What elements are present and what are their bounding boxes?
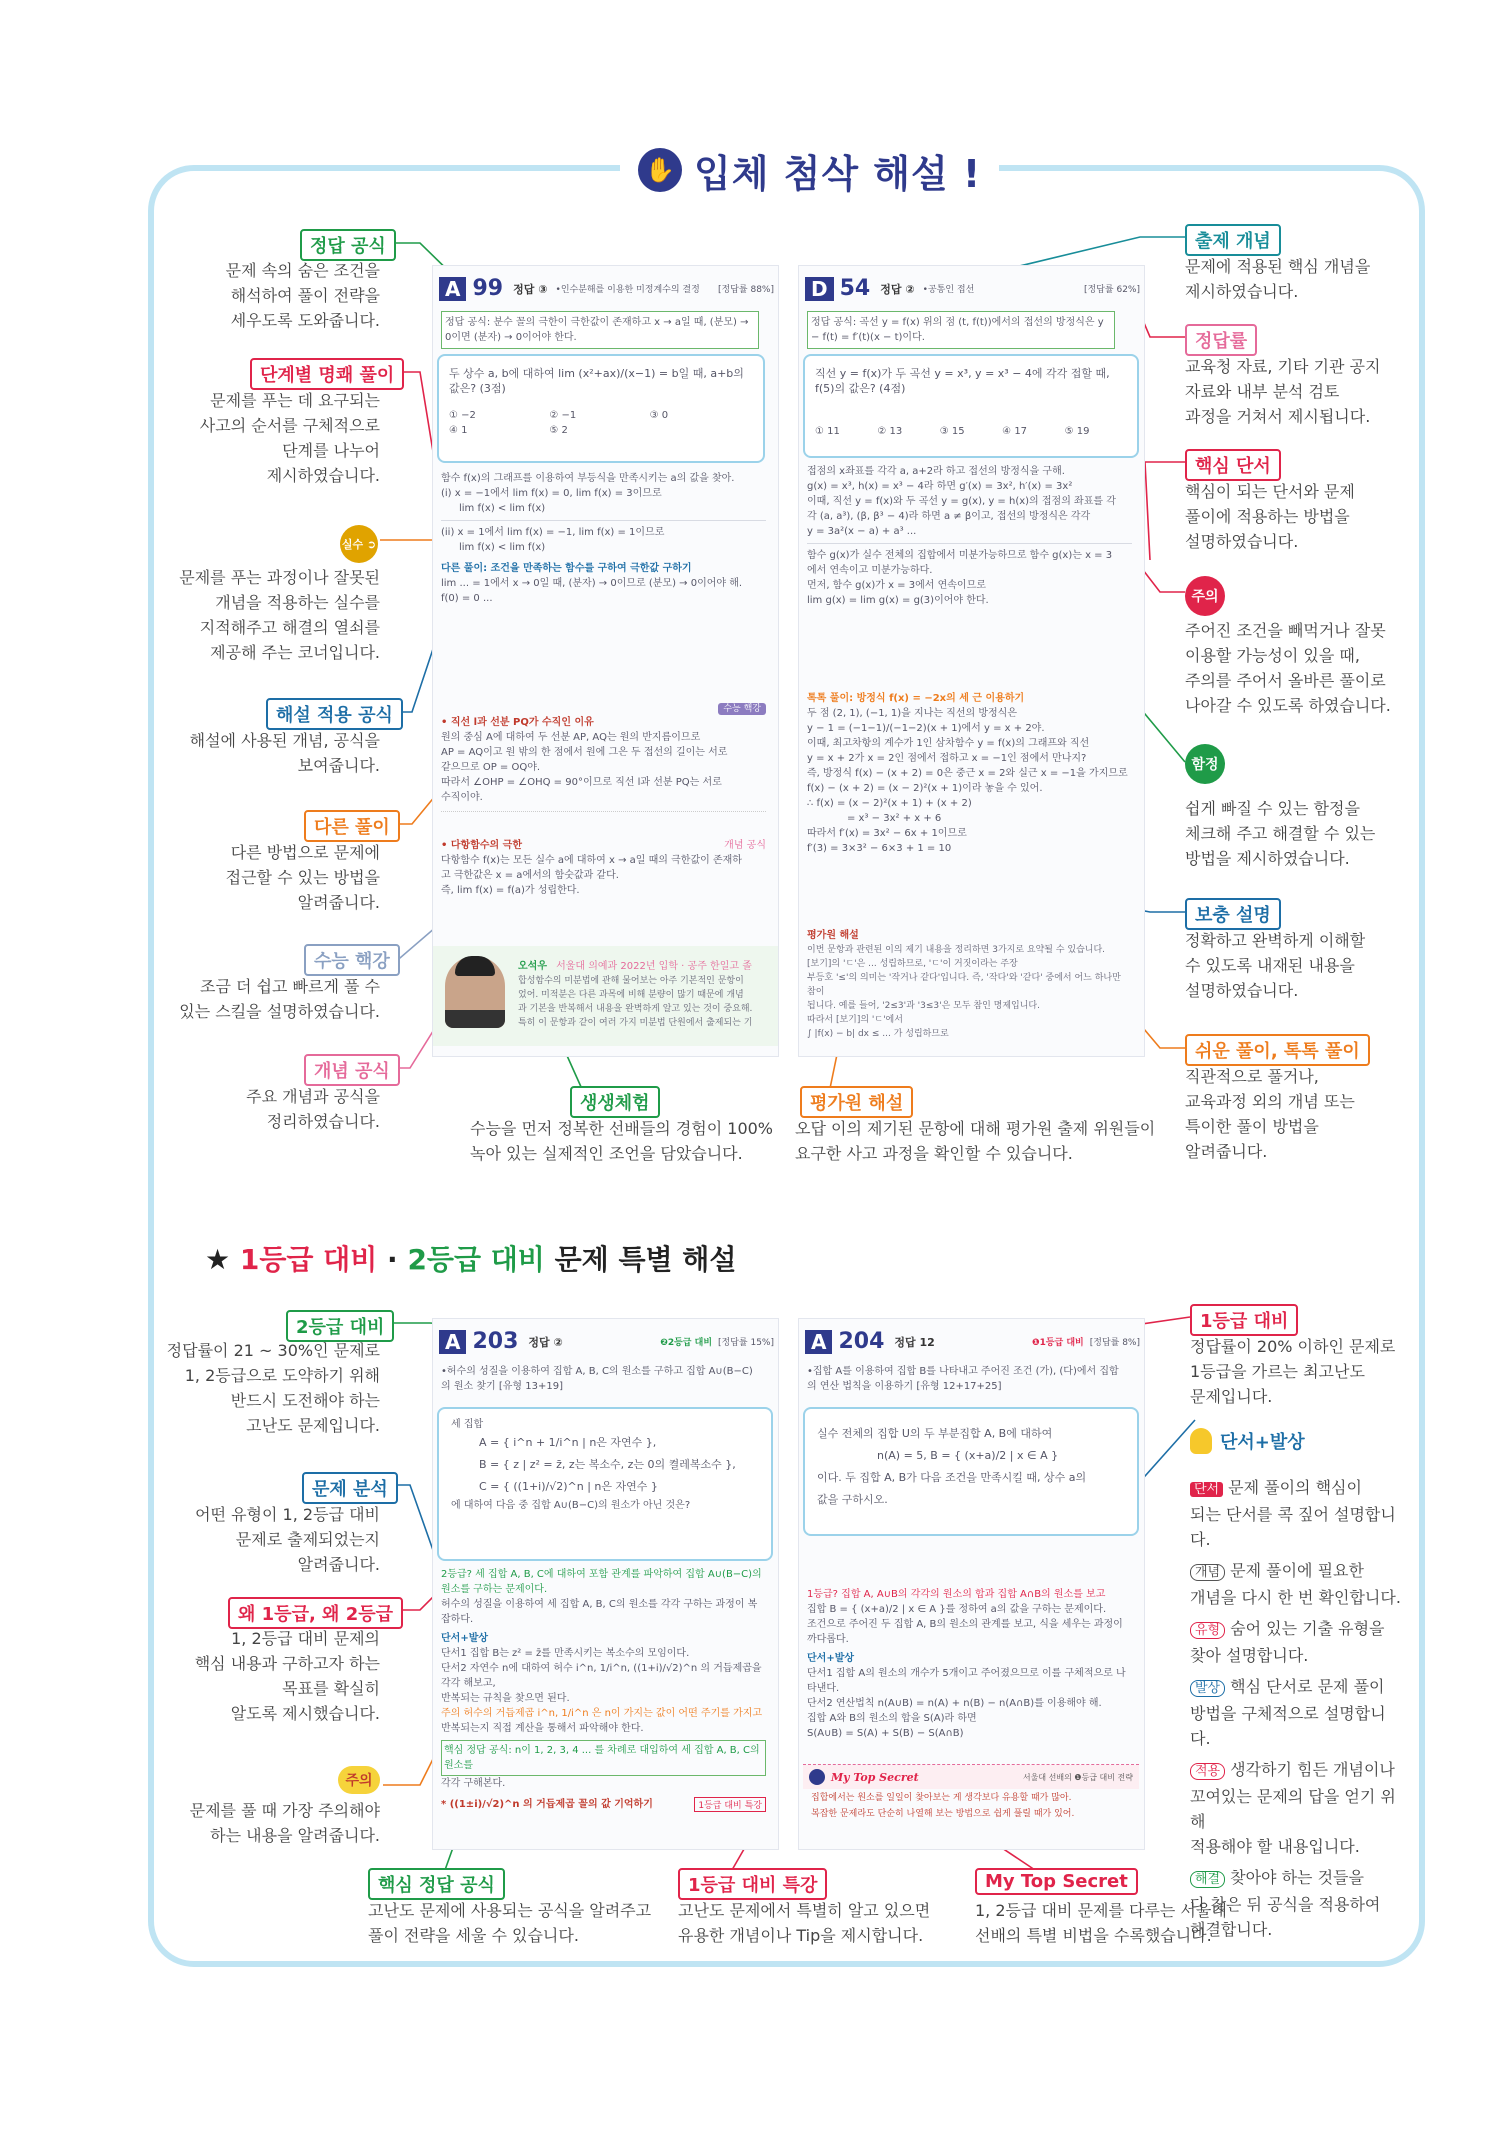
question-line: 이다. 두 집합 A, B가 다음 조건을 만족시킬 때, 상수 a의: [817, 1471, 1087, 1484]
solution-line: 각 (a, a³), (β, β³ − 4)라 하면 a ≠ β이고, 접선의 방정식은 각각: [807, 511, 1091, 522]
danseo-title: 단서+발상: [1220, 1432, 1305, 1453]
kice-title: 평가원 해설: [807, 930, 859, 941]
box-line: 수직이야.: [441, 792, 483, 803]
desc-problem-analysis: 어떤 유형이 1, 2등급 대비 문제로 출제되었는지 알려줍니다.: [195, 1505, 380, 1574]
kice-line: ∫ |f(x) − b| dx ≤ ... 가 성립하므로: [807, 1029, 949, 1039]
key-formula: 정답 공식: 분수 꼴의 극한이 극한값이 존재하고 x → a일 때, (분모) → 0이면 (분자) → 0이어야 한다.: [441, 311, 759, 349]
student-school: 서울대 의예과 2022년 입학 · 공주 한일고 졸: [556, 961, 752, 972]
desc-other-solution: 다른 방법으로 문제에 접근할 수 있는 방법을 알려줍니다.: [225, 843, 380, 912]
danseo-item: [1190, 1674, 1405, 1751]
question-box: [803, 354, 1139, 458]
danseo-text: 문제 풀이의 핵심이 되는 단서를 콕 짚어 설명합니다.: [1190, 1478, 1396, 1549]
toktok-line: y − 1 = (−1−1)/(−1−2)(x + 1)에서 y = x + 2야.: [807, 723, 1045, 734]
section-tag-a: A: [805, 1330, 832, 1354]
label-suneung-core: 수능 핵강: [304, 944, 400, 976]
desc-why-grade: 1, 2등급 대비 문제의 핵심 내용과 구하고자 하는 목표를 확실히 알도록 제시했습니다.: [194, 1629, 380, 1723]
label-problem-analysis: 문제 분석: [302, 1472, 398, 1504]
tag-solve: 해결: [1190, 1871, 1225, 1888]
label-concept: 출제 개념: [1185, 224, 1281, 256]
solution-line: 허수의 성질을 이용하여 세 집합 A, B, C의 원소를 각각 구하는 과정이 복잡하다.: [441, 1599, 758, 1625]
toktok-line: ∴ f(x) = (x − 2)²(x + 1) + (x + 2): [807, 798, 972, 809]
label-key-clue: 핵심 단서: [1185, 449, 1281, 481]
solution-line: lim ... = 1에서 x → 0일 때, (분자) → 0이므로 (분모) → 0이어야 해.: [441, 578, 743, 589]
suneung-core-box: [441, 696, 766, 812]
concept: •집합 A를 이용하여 집합 B를 나타내고 주어진 조건 (가), (다)에서 집합의 연산 법칙을 이용하기 [유형 12+17+25]: [807, 1366, 1119, 1392]
question-line: C = { ((1+i)/√2)^n | n은 자연수 }: [479, 1480, 658, 1493]
danseo-item: [1190, 1475, 1405, 1552]
concept-line: 다항함수 f(x)는 모든 실수 a에 대하여 x → a일 때의 극한값이 존재하: [441, 855, 742, 866]
desc-step-solution: 문제를 푸는 데 요구되는 사고의 순서를 구체적으로 단계를 나누어 제시하였습니다.: [199, 391, 380, 485]
desc-caution: 주어진 조건을 빼먹거나 잘못 이용할 가능성이 있을 때, 주의를 주어서 올바른 풀이로 나아갈 수 있도록 하였습니다.: [1185, 621, 1391, 715]
hand-icon: ✋: [638, 148, 682, 192]
question-line: 에 대하여 다음 중 집합 A∪(B−C)의 원소가 아닌 것은?: [451, 1500, 691, 1511]
person-icon: [809, 1769, 825, 1785]
solution-line: (ii) x = 1에서 lim f(x) = −1, lim f(x) = 1이므로: [441, 527, 665, 538]
answer: 정답 ②: [880, 282, 915, 296]
question-line: 실수 전체의 집합 U의 두 부분집합 A, B에 대하여: [817, 1427, 1053, 1440]
kice-box: [807, 928, 1132, 1041]
secret-line: 집합에서는 원소를 일일이 찾아보는 게 생각보다 유용할 때가 많아.: [811, 1793, 1072, 1803]
question-box: [803, 1407, 1139, 1536]
lightbulb-icon: [1190, 1428, 1212, 1454]
danseo-item: [1190, 1558, 1405, 1610]
question-text: 두 상수 a, b에 대하여 lim (x²+ax)/(x−1) = b일 때, a+b의 값은? (3점): [449, 367, 744, 395]
section-tag-a: A: [439, 277, 466, 301]
student-line: 었어. 미적분은 다른 과목에 비해 분량이 많기 때문에 개념: [518, 990, 744, 1000]
choice-5[interactable]: ⑤ 2: [549, 425, 568, 436]
question-line: A = { i^n + 1/i^n | n은 자연수 },: [479, 1436, 657, 1449]
star-icon: ★: [205, 1243, 231, 1276]
solution-line: lim f(x) < lim f(x): [459, 542, 546, 553]
solution-line: 주의 허수의 거듭제곱 i^n, 1/i^n 은 n이 가지는 값이 어떤 주기를 가지고: [441, 1708, 763, 1719]
solution-line: S(A∪B) = S(A) + S(B) − S(A∩B): [807, 1728, 964, 1739]
solution-line: lim g(x) = lim g(x) = g(3)이어야 한다.: [807, 595, 989, 606]
solution-line: 단서1 집합 B는 z² = z̄를 만족시키는 복소수의 모임이다.: [441, 1648, 690, 1659]
label-step-solution: 단계별 명쾌 풀이: [250, 358, 404, 390]
solution-line: 집합 A와 B의 원소의 합을 S(A)라 하면: [807, 1713, 977, 1724]
question-box: [437, 1407, 773, 1561]
solution-lines: [807, 464, 1132, 608]
solution-line: 조건으로 주어진 두 집합 A, B의 원소의 관계를 보고, 식을 세우는 과정이 까다롭다.: [807, 1619, 1123, 1645]
desc-grade1-prep: 정답률이 20% 이하인 문제로 1등급을 가르는 최고난도 문제입니다.: [1190, 1337, 1396, 1406]
choice-4[interactable]: ④ 1: [449, 425, 468, 436]
desc-grade1-special: 고난도 문제에서 특별히 알고 있으면 유용한 개념이나 Tip을 제시합니다.: [678, 1901, 931, 1945]
tag-type: 유형: [1190, 1622, 1225, 1639]
student-photo: [445, 956, 505, 1028]
label-real-experience: 생생체험: [570, 1086, 660, 1118]
label-why-grade: 왜 1등급, 왜 2등급: [228, 1597, 403, 1629]
label-applied-formula: 해설 적용 공식: [266, 698, 403, 730]
solution-line: g(x) = x³, h(x) = x³ − 4라 하면 g′(x) = 3x², h′(x) = 3x²: [807, 481, 1073, 492]
secret-line: 복잡한 문제라도 단순히 나열해 보는 방법으로 쉽게 풀릴 때가 있어.: [811, 1809, 1075, 1819]
box-line: 원의 중심 A에 대하여 두 선분 AP, AQ는 원의 반지름이므로: [441, 732, 701, 743]
solution-line: lim f(x) < lim f(x): [459, 503, 546, 514]
desc-trap: 쉽게 빠질 수 있는 함정을 체크해 주고 해결할 수 있는 방법을 제시하였습니다.: [1185, 799, 1376, 868]
choice-4[interactable]: ④ 17: [1002, 426, 1028, 437]
label-my-top-secret: My Top Secret: [975, 1868, 1138, 1895]
label-answer-formula: 정답 공식: [300, 229, 396, 261]
desc-answer-formula: 문제 속의 숨은 조건을 해석하여 풀이 전략을 세우도록 도와줍니다.: [225, 261, 380, 330]
student-line: 과 기본을 반복해서 내용을 완벽하게 알고 있는 것이 중요해.: [518, 1004, 753, 1014]
concept: •공통인 접선: [922, 285, 975, 295]
concept: •인수분해를 이용한 미정계수의 결정: [555, 285, 700, 295]
desc-applied-formula: 해설에 사용된 개념, 공식을 보여줍니다.: [189, 731, 380, 775]
kice-line: [보기]의 'ㄷ'은 ... 성립하므로, 'ㄷ'이 거짓이라는 주장: [807, 959, 1018, 969]
toktok-line: 따라서 f′(x) = 3x² − 6x + 1이므로: [807, 828, 967, 839]
solution-line: 먼저, 함수 g(x)가 x = 3에서 연속이므로: [807, 580, 986, 591]
desc-accuracy-rate: 교육청 자료, 기타 기관 공지 자료와 내부 분석 검토 과정을 거쳐서 제시됩니다.: [1185, 357, 1381, 426]
solution-line: 반복되는 규칙을 찾으면 된다.: [441, 1693, 570, 1704]
toktok-line: 두 점 (2, 1), (−1, 1)을 지나는 직선의 방정식은: [807, 708, 1017, 719]
solution-line: (i) x = −1에서 lim f(x) = 0, lim f(x) = 3이므로: [441, 488, 662, 499]
panel-a99: [432, 265, 779, 1057]
solution-line: f(0) = 0 ...: [441, 593, 493, 604]
concept-line: 즉, lim f(x) = f(a)가 성립한다.: [441, 885, 580, 896]
solution-line: 다른 풀이: 조건을 만족하는 함수를 구하여 극한값 구하기: [441, 563, 692, 574]
student-box: [433, 946, 778, 1046]
solution-line: 단서+발상: [807, 1653, 855, 1664]
question-line: n(A) = 5, B = { (x+a)/2 | x ∈ A }: [877, 1449, 1059, 1462]
concept: •허수의 성질을 이용하여 집합 A, B, C의 원소를 구하고 집합 A∪(B−C)의 원소 찾기 [유형 13+19]: [441, 1366, 753, 1392]
answer: 정답 ②: [528, 1335, 563, 1349]
question-line: 값을 구하시오.: [817, 1493, 888, 1506]
label-accuracy-rate: 정답률: [1185, 324, 1257, 356]
solution-line: 이때, 직선 y = f(x)와 두 곡선 y = g(x), y = h(x)의 접점의 좌표를 각: [807, 496, 1116, 507]
label-concept-formula: 개념 공식: [304, 1054, 400, 1086]
danseo-item: [1190, 1757, 1405, 1859]
danseo-text: 생각하기 힘든 개념이나 꼬여있는 문제의 답을 얻기 위해 적용해야 할 내용입니다.: [1190, 1760, 1396, 1856]
grade-badge: ❶1등급 대비: [1031, 1338, 1084, 1348]
desc-my-top-secret: 1, 2등급 대비 문제를 다루는 서울대 선배의 특별 비법을 수록했습니다.: [975, 1901, 1227, 1945]
title-dot: ·: [377, 1243, 408, 1276]
danseo-text: 찾아야 하는 것들을 다 찾은 뒤 공식을 적용하여 해결합니다.: [1190, 1868, 1381, 1939]
desc-easy-solution: 직관적으로 풀거나, 교육과정 외의 개념 또는 특이한 풀이 방법을 알려줍니다.: [1185, 1067, 1355, 1161]
solution-line: 함수 g(x)가 실수 전체의 집합에서 미분가능하므로 함수 g(x)는 x = 3: [807, 550, 1113, 561]
tag-concept: 개념: [1190, 1564, 1225, 1581]
solution-line: 단서+발상: [441, 1633, 489, 1644]
key-formula: 정답 공식: 곡선 y = f(x) 위의 점 (t, f(t))에서의 접선의 방정식은 y − f(t) = f′(t)(x − t)이다.: [807, 311, 1115, 349]
mistake-badge: 실수 ➲: [340, 525, 378, 563]
desc-kice-explanation: 오답 이의 제기된 문항에 대해 평가원 출제 위원들이 요구한 사고 과정을 확인할 수 있습니다.: [795, 1119, 1156, 1163]
title-text: 입체 첨삭 해설 !: [694, 151, 982, 196]
toktok-box: [807, 691, 1132, 856]
solution-lines: [807, 1587, 1132, 1741]
problem-number: 54: [839, 276, 871, 301]
caution-badge-2: 주의: [338, 1766, 380, 1794]
solution-line: y = 3a²(x − a) + a³ ...: [807, 526, 917, 537]
choice-2[interactable]: ② −1: [549, 410, 577, 421]
why-grade: 2등급? 세 집합 A, B, C에 대하여 포함 관계를 파악하여 집합 A∪(B−C)의 원소를 구하는 문제이다.: [441, 1569, 762, 1595]
toktok-line: f(x) − (x + 2) = (x − 2)²(x + 1)이라 놓을 수 있어.: [807, 783, 1043, 794]
title-rest: 문제 특별 해설: [544, 1243, 737, 1276]
label-grade1-prep: 1등급 대비: [1190, 1304, 1298, 1336]
solution-line: 핵심 정답 공식: n이 1, 2, 3, 4 ... 를 차례로 대입하여 세 집합 A, B, C의 원소를: [441, 1740, 766, 1776]
question-text: 직선 y = f(x)가 두 곡선 y = x³, y = x³ − 4에 각각 접할 때, f(5)의 값은? (4점): [815, 367, 1110, 395]
label-grade2-prep: 2등급 대비: [286, 1310, 394, 1342]
student-line: 합성함수의 미분법에 관해 물어보는 아주 기본적인 문항이: [518, 976, 744, 986]
toktok-line: y = x + 2가 x = 2인 점에서 접하고 x = −1인 점에서 만나지?: [807, 753, 1087, 764]
desc-extra-explanation: 정확하고 완벽하게 이해할 수 있도록 내재된 내용을 설명하였습니다.: [1185, 931, 1366, 1000]
desc-key-clue: 핵심이 되는 단서와 문제 풀이에 적용하는 방법을 설명하였습니다.: [1185, 482, 1355, 551]
toktok-line: 즉, 방정식 f(x) − (x + 2) = 0은 중근 x = 2와 실근 x = −1을 가지므로: [807, 768, 1128, 779]
student-name: 오석우: [518, 961, 547, 972]
danseo-text: 숨어 있는 기출 유형을 찾아 설명합니다.: [1190, 1619, 1385, 1665]
choice-1[interactable]: ① −2: [449, 410, 476, 421]
student-line: 특히 이 문항과 같이 여러 가지 미분법 단원에서 출제되는 기: [518, 1018, 753, 1028]
answer: 정답 12: [894, 1335, 935, 1349]
solution-line: 접점의 x좌표를 각각 a, a+2라 하고 접선의 방정식을 구해.: [807, 466, 1065, 477]
question-line: 세 집합: [451, 1419, 484, 1430]
label-extra-explanation: 보충 설명: [1185, 898, 1281, 930]
solution-line: 함수 f(x)의 그래프를 이용하여 부등식을 만족시키는 a의 값을 찾아.: [441, 473, 735, 484]
solution-line: 집합 B = { (x+a)/2 | x ∈ A }를 정하여 a의 값을 구하는 문제이다.: [807, 1604, 1107, 1615]
label-key-answer-formula: 핵심 정답 공식: [368, 1868, 505, 1900]
secret-title: My Top Secret: [831, 1770, 919, 1784]
desc-real-experience: 수능을 먼저 정복한 선배들의 경험이 100% 녹아 있는 실제적인 조언을 담았습니다.: [470, 1119, 774, 1163]
solution-line: * ((1±i)/√2)^n 의 거듭제곱 꼴의 값 기억하기: [441, 1799, 653, 1810]
choice-2[interactable]: ② 13: [877, 426, 903, 437]
secret-subtitle: 서울대 선배의 ❶등급 대비 전략: [1022, 1772, 1133, 1782]
danseo-item: [1190, 1616, 1405, 1668]
title-grade1: 1등급 대비: [239, 1243, 378, 1276]
rate: [정답률 15%]: [718, 1338, 774, 1348]
box-line: AP = AQ이고 원 밖의 한 점에서 원에 그은 두 접선의 길이는 서로: [441, 747, 728, 758]
danseo-text: 문제 풀이에 필요한 개념을 다시 한 번 확인합니다.: [1190, 1561, 1401, 1607]
panel-d54: [798, 265, 1145, 1057]
question-line: B = { z | z² = z̄, z는 복소수, z는 0의 켤레복소수 },: [479, 1458, 736, 1471]
problem-number: 99: [472, 276, 504, 301]
solution-lines: [441, 471, 766, 606]
label-grade1-special: 1등급 대비 특강: [678, 1868, 827, 1900]
choice-1[interactable]: ① 11: [815, 426, 840, 437]
rate: [정답률 8%]: [1089, 1338, 1140, 1348]
kice-line: 따라서 [보기]의 'ㄷ'에서: [807, 1015, 903, 1025]
title-grade2: 2등급 대비: [407, 1243, 545, 1276]
caution-badge: 주의: [1185, 576, 1225, 616]
solution-lines: [441, 1567, 766, 1812]
section-tag-a: A: [439, 1330, 466, 1354]
solution-line: 단서2 연산법칙 n(A∪B) = n(A) + n(B) − n(A∩B)를 이용해야 해.: [807, 1698, 1102, 1709]
solution-line: 반복되는지 직접 계산을 통해서 파악해야 한다.: [441, 1723, 644, 1734]
problem-number: 203: [472, 1329, 519, 1354]
toktok-line: = x³ − 3x² + x + 6: [847, 813, 942, 824]
box-line: 같으므로 OP = OQ야.: [441, 762, 541, 773]
danseo-header: [1190, 1428, 1305, 1454]
solution-line: 각각 구해본다.: [441, 1778, 506, 1789]
danseo-text: 핵심 단서로 문제 풀이 방법을 구체적으로 설명합니다.: [1190, 1677, 1386, 1748]
section2-title: [205, 1238, 736, 1278]
concept-box-tag: 개념 공식: [724, 840, 766, 851]
label-easy-solution: 쉬운 풀이, 톡톡 풀이: [1185, 1034, 1370, 1066]
special-lecture-tag: 1등급 대비 특강: [694, 1797, 766, 1812]
box-line: 따라서 ∠OHP = ∠OHQ = 90°이므로 직선 l과 선분 PQ는 서로: [441, 777, 722, 788]
problem-number: 204: [838, 1329, 885, 1354]
tag-apply: 적용: [1190, 1763, 1225, 1780]
desc-suneung-core: 조금 더 쉽고 빠르게 풀 수 있는 스킬을 설명하였습니다.: [179, 977, 380, 1021]
desc-concept-formula: 주요 개념과 공식을 정리하였습니다.: [246, 1087, 380, 1131]
choice-5[interactable]: ⑤ 19: [1064, 426, 1090, 437]
toktok-line: 이때, 최고차항의 계수가 1인 삼차함수 y = f(x)의 그래프와 직선: [807, 738, 1090, 749]
panel-a203: [432, 1318, 779, 1850]
rate: [정답률 88%]: [718, 285, 774, 295]
trap-badge: 함정: [1185, 744, 1225, 784]
desc-grade2-prep: 정답률이 21 ~ 30%인 문제로 1, 2등급으로 도약하기 위해 반드시 도전해야 하는 고난도 문제입니다.: [166, 1341, 380, 1435]
toktok-title: 톡톡 풀이: 방정식 f(x) = −2x의 세 근 이용하기: [807, 693, 1025, 704]
answer: 정답 ③: [513, 282, 548, 296]
desc-mistake: 문제를 푸는 과정이나 잘못된 개념을 적용하는 실수를 지적해주고 해결의 열쇠를 제공해 주는 코너입니다.: [179, 568, 380, 662]
box-line: • 직선 l과 선분 PQ가 수직인 이유: [441, 717, 594, 728]
tag-idea: 발상: [1190, 1680, 1225, 1697]
kice-line: 이번 문항과 관련된 이의 제기 내용을 정리하면 3가지로 요약될 수 있습니다.: [807, 945, 1106, 955]
toktok-line: f′(3) = 3×3² − 6×3 + 1 = 10: [807, 843, 952, 854]
question-box: [437, 354, 765, 463]
suneung-tag: 수능 핵강: [718, 703, 766, 715]
section-tag-d: D: [805, 277, 834, 301]
rate: [정답률 62%]: [1084, 285, 1140, 295]
solution-line: 에서 연속이고 미분가능하다.: [807, 565, 933, 576]
top-secret-box: [803, 1764, 1139, 1837]
concept-line: 고 극한값은 x = a에서의 함숫값과 같다.: [441, 870, 619, 881]
choice-3[interactable]: ③ 15: [939, 426, 965, 437]
kice-line: 부등호 '≤'의 의미는 '작거나 같다'입니다. 즉, '작다'와 '같다' 중에서 어느 하나만 참이: [807, 973, 1121, 997]
desc-concept: 문제에 적용된 핵심 개념을 제시하였습니다.: [1185, 257, 1371, 301]
choice-3[interactable]: ③ 0: [649, 410, 669, 421]
desc-key-answer-formula: 고난도 문제에 사용되는 공식을 알려주고 풀이 전략을 세울 수 있습니다.: [368, 1901, 652, 1945]
label-other-solution: 다른 풀이: [304, 810, 400, 842]
tag-clue: 단서: [1190, 1482, 1223, 1497]
panel-a204: [798, 1318, 1145, 1850]
why-grade: 1등급? 집합 A, A∪B의 각각의 원소의 합과 집합 A∩B의 원소를 보고: [807, 1589, 1106, 1600]
solution-line: 단서1 집합 A의 원소의 개수가 5개이고 주어졌으므로 이를 구체적으로 나타낸다.: [807, 1668, 1126, 1694]
solution-line: 단서2 자연수 n에 대하여 허수 i^n, 1/i^n, ((1+i)/√2)^n 의 거듭제곱을 각각 해보고,: [441, 1663, 762, 1689]
desc-caution-2: 문제를 풀 때 가장 주의해야 하는 내용을 알려줍니다.: [189, 1801, 380, 1845]
kice-line: 됩니다. 예를 들어, '2≤3'과 '3≤3'은 모두 참인 명제입니다.: [807, 1001, 1040, 1011]
concept-box-title: • 다항함수의 극한: [441, 840, 522, 851]
label-kice-explanation: 평가원 해설: [800, 1086, 913, 1118]
danseo-list: [1190, 1475, 1405, 1942]
concept-box: [441, 838, 766, 898]
grade-badge: ❷2등급 대비: [660, 1338, 713, 1348]
